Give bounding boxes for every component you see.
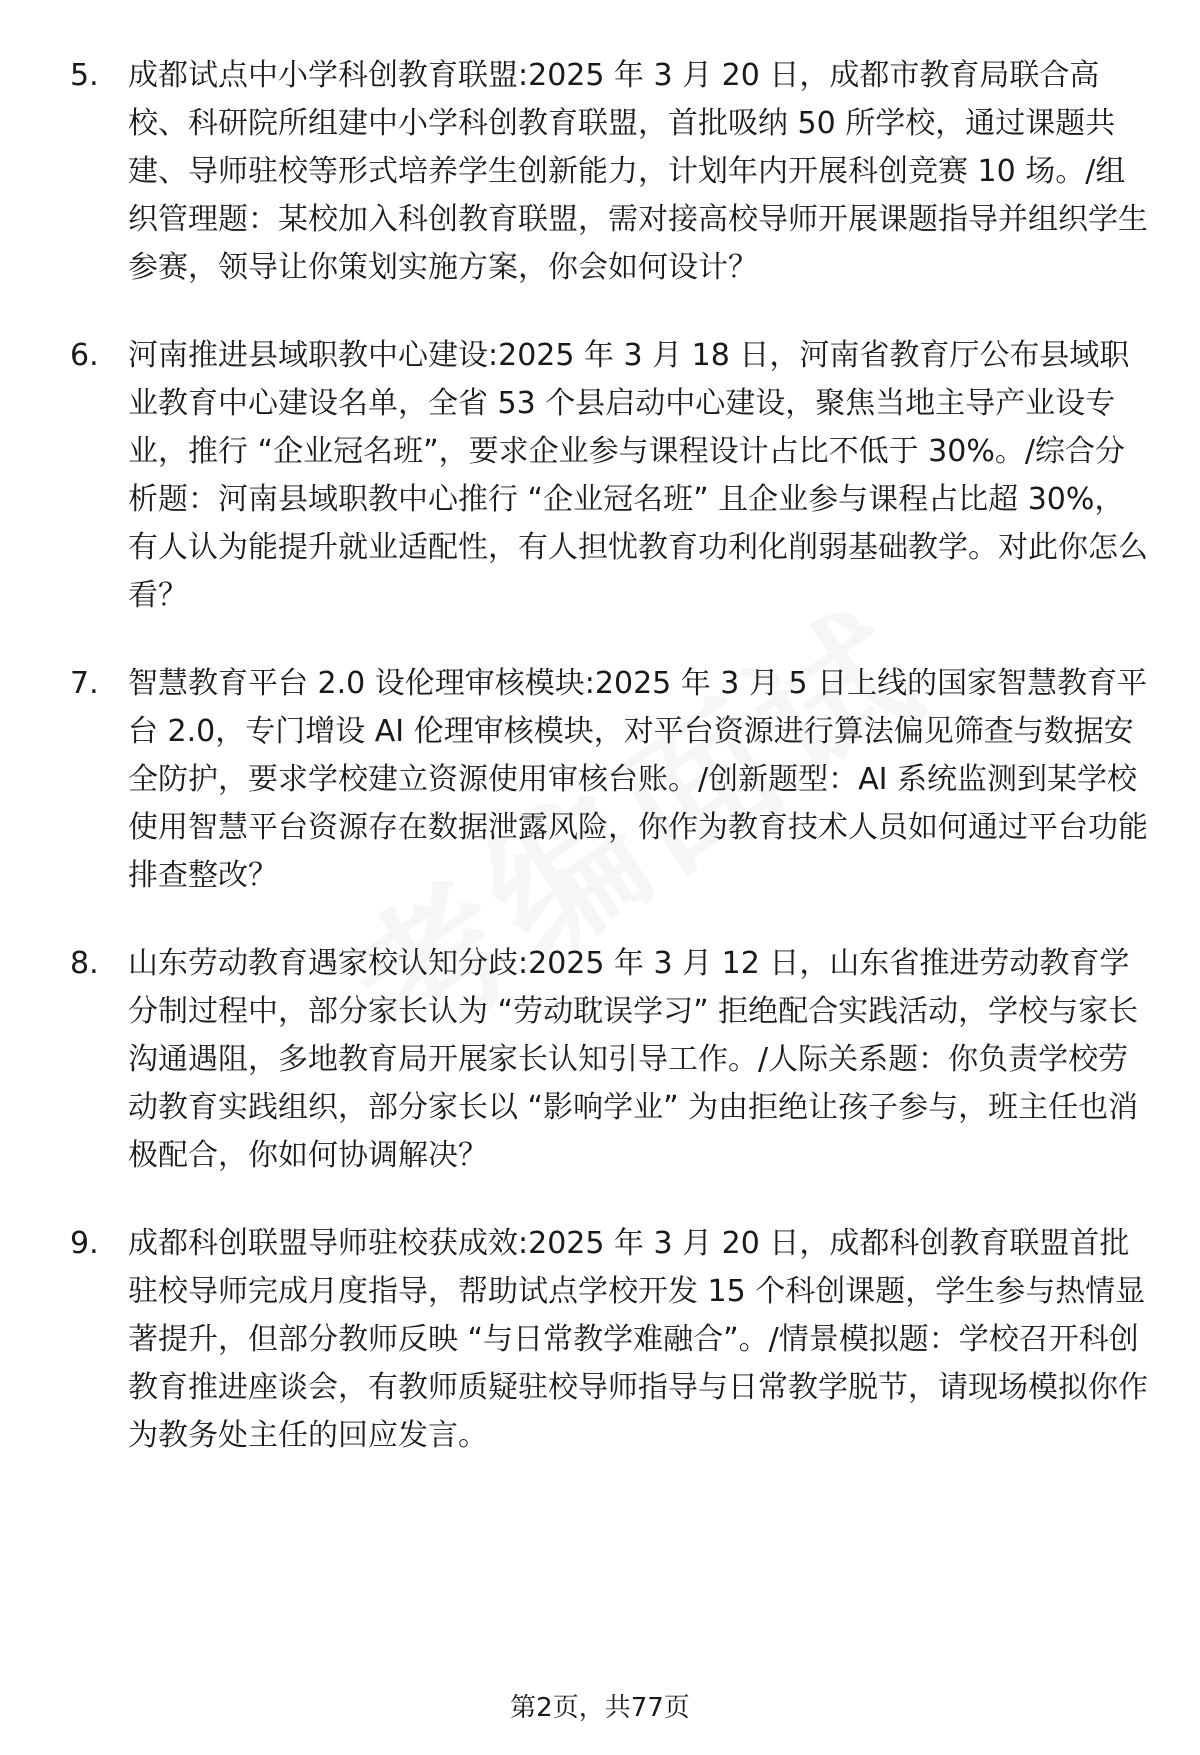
item-text: 智慧教育平台 2.0 设伦理审核模块:2025 年 3 月 5 日上线的国家智慧教育平台 2.0，专门增设 AI 伦理审核模块，对平台资源进行算法偏见筛查与数据安全防护，要求学校建立资源使用审核台账。/创新题型：AI 系统监测到某学校使用智慧平台资源存在数据泄露风险，你作为教育技术人员如何通过平台功能排查整改？ [128,666,1148,893]
item-text: 成都试点中小学科创教育联盟:2025 年 3 月 20 日，成都市教育局联合高校、科研院所组建中小学科创教育联盟，首批吸纳 50 所学校，通过课题共建、导师驻校等形式培养学生创新能力，计划年内开展科创竞赛 10 场。/组织管理题：某校加入科创教育联盟，需对接高校导师开展课题指导并组织学生参赛，领导让你策划实施方案，你会如何设计？ [128,58,1148,285]
item-number: 6. [70,338,99,373]
list-item [70,1220,1150,1460]
page-footer [0,1690,1200,1726]
item-text: 河南推进县域职教中心建设:2025 年 3 月 18 日，河南省教育厅公布县域职业教育中心建设名单，全省 53 个县启动中心建设，聚焦当地主导产业设专业，推行 “企业冠名班”，要求企业参与课程设计占比不低于 30%。/综合分析题：河南县域职教中心推行 “企业冠名班” 且企业参与课程占比超 30%，有人认为能提升就业适配性，有人担忧教育功利化削弱基础教学。对此你怎么看？ [128,338,1148,613]
item-number: 7. [70,666,99,701]
item-number: 8. [70,946,99,981]
list-item [70,660,1150,900]
item-text: 成都科创联盟导师驻校获成效:2025 年 3 月 20 日，成都科创教育联盟首批驻校导师完成月度指导，帮助试点学校开发 15 个科创课题，学生参与热情显著提升，但部分教师反映 “与日常教学难融合”。/情景模拟题：学校召开科创教育推进座谈会，有教师质疑驻校导师指导与日常教学脱节，请现场模拟你作为教务处主任的回应发言。 [128,1226,1148,1453]
page-number-label: 第2页，共77页 [510,1693,690,1723]
item-number: 9. [70,1226,99,1261]
list-item [70,52,1150,292]
list-item [70,940,1150,1180]
item-text: 山东劳动教育遇家校认知分歧:2025 年 3 月 12 日，山东省推进劳动教育学分制过程中，部分家长认为 “劳动耽误学习” 拒绝配合实践活动，学校与家长沟通遇阻，多地教育局开展家长认知引导工作。/人际关系题：你负责学校劳动教育实践组织，部分家长以 “影响学业” 为由拒绝让孩子参与，班主任也消极配合，你如何协调解决？ [128,946,1139,1173]
list-item [70,332,1150,620]
question-list [70,52,1150,1500]
item-number: 5. [70,58,99,93]
